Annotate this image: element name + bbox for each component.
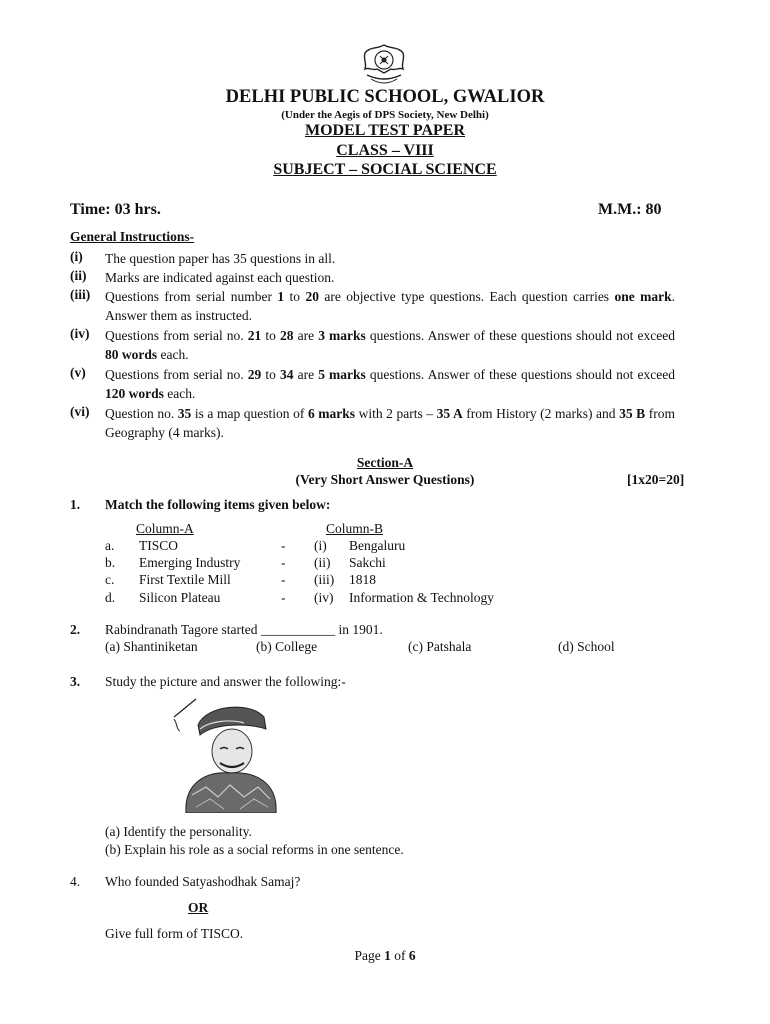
footer-prefix: Page [354, 948, 385, 963]
match-a-cell: First Textile Mill [139, 572, 231, 587]
match-letter-cell: b. [105, 555, 116, 570]
max-marks-label: M.M.: 80 [598, 201, 662, 218]
question-number: 1. [70, 497, 81, 512]
match-letter-cell: d. [105, 590, 116, 605]
match-dash-cell: - [281, 572, 286, 587]
instruction-emphasis: 34 [280, 367, 294, 382]
instruction-emphasis: one mark [614, 289, 672, 304]
sub-question-a: (a) Identify the personality. [105, 824, 252, 839]
instruction-emphasis: 20 [305, 289, 319, 304]
match-letter-cell: c. [105, 572, 115, 587]
instruction-fragment: are [293, 328, 319, 343]
instruction-emphasis: 80 words [105, 347, 158, 362]
footer-mid: of [390, 948, 409, 963]
instruction-fragment: Question no. [105, 406, 178, 421]
question-text: Who founded Satyashodhak Samaj? [105, 874, 301, 889]
instruction-fragment: are objective type questions. Each question carries [318, 289, 615, 304]
match-roman-cell: (iv) [314, 590, 334, 605]
instruction-number: (v) [70, 365, 86, 380]
option-c: (c) Patshala [408, 639, 472, 654]
instruction-fragment: to [261, 367, 280, 382]
instruction-fragment: questions. Answer of these questions should not exceed [365, 367, 675, 382]
instruction-emphasis: 35 [177, 406, 192, 421]
question-number: 3. [70, 674, 81, 689]
instruction-emphasis: 21 [247, 328, 262, 343]
match-b-cell: 1818 [349, 572, 376, 587]
instruction-fragment: with 2 parts – [355, 406, 437, 421]
alternate-question: Give full form of TISCO. [105, 926, 244, 941]
instruction-fragment: from History (2 marks) and [462, 406, 620, 421]
instruction-fragment: questions. Answer of these questions should not exceed [365, 328, 675, 343]
instruction-text [105, 268, 675, 287]
instruction-fragment: each. [163, 386, 196, 401]
section-title: Section-A [356, 455, 414, 470]
match-b-cell: Information & Technology [349, 590, 495, 605]
instruction-fragment: Questions from serial number [105, 289, 278, 304]
match-a-cell: TISCO [139, 538, 179, 553]
instruction-text [105, 249, 675, 268]
instructions-heading: General Instructions- [70, 229, 195, 244]
or-separator: OR [188, 900, 209, 915]
match-a-cell: Silicon Plateau [139, 590, 221, 605]
aegis-line: (Under the Aegis of DPS Society, New Delhi) [281, 109, 489, 121]
page-footer [0, 948, 770, 964]
column-a-header: Column-A [136, 521, 194, 536]
instruction-fragment: Questions from serial no. [105, 367, 248, 382]
instruction-text [105, 287, 675, 325]
instruction-text [105, 365, 675, 403]
subject-title: SUBJECT – SOCIAL SCIENCE [273, 161, 497, 178]
question-number: 2. [70, 622, 81, 637]
instruction-number: (iii) [70, 287, 91, 302]
instruction-number: (ii) [70, 268, 87, 283]
match-dash-cell: - [281, 590, 286, 605]
instruction-emphasis: 120 words [105, 386, 164, 401]
match-a-cell: Emerging Industry [139, 555, 241, 570]
sub-question-b: (b) Explain his role as a social reforms in one sentence. [105, 842, 404, 857]
question-text: Match the following items given below: [105, 497, 331, 512]
match-b-cell: Bengaluru [349, 538, 406, 553]
instruction-number: (vi) [70, 404, 90, 419]
instruction-fragment: is a map question of [191, 406, 308, 421]
section-subtitle: (Very Short Answer Questions) [295, 472, 475, 487]
instruction-emphasis: 6 marks [307, 406, 356, 421]
match-b-cell: Sakchi [349, 555, 386, 570]
instruction-emphasis: 28 [280, 328, 294, 343]
page-number: 1 [384, 948, 391, 963]
instruction-number: (i) [70, 249, 83, 264]
match-roman-cell: (i) [314, 538, 327, 553]
instruction-number: (iv) [70, 326, 90, 341]
instruction-fragment: . Answer them as instructed. [105, 289, 676, 323]
instruction-text [105, 404, 675, 442]
instruction-emphasis: 5 marks [318, 367, 366, 382]
instruction-text [105, 326, 675, 364]
time-label: Time: 03 hrs. [70, 201, 161, 218]
match-dash-cell: - [281, 555, 286, 570]
instruction-emphasis: 29 [247, 367, 262, 382]
question-text: Rabindranath Tagore started ___________ in 1901. [105, 622, 383, 637]
match-roman-cell: (ii) [314, 555, 331, 570]
school-logo-icon [357, 43, 411, 89]
match-letter-cell: a. [105, 538, 115, 553]
instruction-fragment: are [293, 367, 319, 382]
match-dash-cell: - [281, 538, 286, 553]
instruction-emphasis: 1 [277, 289, 285, 304]
option-d: (d) School [558, 639, 615, 654]
instruction-fragment: Marks are indicated against each question. [105, 270, 335, 285]
page-total: 6 [408, 948, 416, 963]
column-b-header: Column-B [326, 521, 384, 536]
portrait-image [170, 695, 282, 813]
instruction-emphasis: 35 A [436, 406, 463, 421]
instruction-fragment: to [284, 289, 306, 304]
instruction-fragment: to [261, 328, 280, 343]
instruction-fragment: each. [157, 347, 189, 362]
option-a: (a) Shantiniketan [105, 639, 198, 654]
paper-title: MODEL TEST PAPER [304, 122, 466, 139]
question-number: 4. [70, 874, 81, 889]
instruction-emphasis: 3 marks [318, 328, 366, 343]
school-name: DELHI PUBLIC SCHOOL, GWALIOR [225, 87, 545, 107]
match-roman-cell: (iii) [314, 572, 335, 587]
instruction-fragment: The question paper has 35 questions in all. [105, 251, 336, 266]
class-title: CLASS – VIII [336, 142, 434, 159]
question-text: Study the picture and answer the following:- [105, 674, 346, 689]
section-marks: [1x20=20] [627, 472, 685, 487]
instruction-fragment: Questions from serial no. [105, 328, 248, 343]
instruction-emphasis: 35 B [619, 406, 646, 421]
instruction-fragment: from Geography (4 marks). [105, 406, 676, 440]
option-b: (b) College [256, 639, 318, 654]
